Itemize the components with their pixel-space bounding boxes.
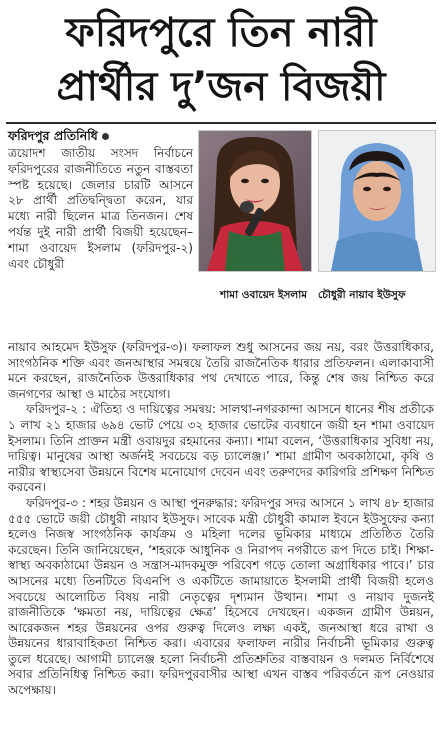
headline-line-1: ফরিদপুরে তিন নারী [65, 10, 377, 56]
body-paragraph: ফরিদপুর-২ : ঐতিহ্য ও দায়িত্বের সমন্বয়: সালথা-নগরকান্দা আসনে ধানের শীষ প্রতীকে ১ লাখ ২১ হাজার ৬৯৪ ভোট পেয়ে ৩২ হাজার ভোটের ব্যবধানে জয়ী হন শামা ওবায়েদ ইসলাম। তিনি প্রাক্তন মন্ত্রী ওবায়দুর রহমানের কন্যা। শামা বলেন, ‘উত্তরাধিকার সুবিধা নয়, দায়িত্ব। মানুষের আস্থা অর্জনই সবচেয়ে বড় চ্যালেঞ্জ।’ শামা গ্রামীণ অবকাঠামো, কৃষি ও নারীর স্বাস্থ্যসেবা উন্নয়নে বিশেষ মনোযোগ দেবেন এবং তরুণদের কারিগরি প্রশিক্ষণ নিশ্চিত করবেন। [8, 402, 434, 495]
article-body [8, 340, 434, 699]
headline-line-2: প্রার্থীর দু’জন বিজয়ী [56, 64, 386, 110]
body-paragraph: ফরিদপুর-৩ : শহর উন্নয়ন ও আস্থা পুনরুদ্ধার: ফরিদপুর সদর আসনে ১ লাখ ৪৮ হাজার ৫৫৫ ভোটে জয়ী চৌধুরী নায়াব ইউসুফ। সাবেক মন্ত্রী চৌধুরী কামাল ইবনে ইউসুফের কন্যা হলেও নিজস্ব সাংগঠনিক কার্যক্রম ও মহিলা দলের ভূমিকার মাধ্যমে প্রতিষ্ঠিত তৈরি করেছেন। তিনি জানিয়েছেন, ‘শহরকে আধুনিক ও নিরাপদ নগরীতে রূপ দিতে চাই। শিক্ষা-স্বাস্থ্য অবকাঠামো উন্নয়ন ও সন্ত্রাস-মাদকমুক্ত পরিবেশ গড়ে তোলা অগ্রাধিকার পাবে।’ চার আসনের মধ্যে তিনটিতে বিএনপি ও একটিতে জামায়াতে ইসলামী প্রার্থী বিজয়ী হলেও সবচেয়ে আলোচিত বিষয় নারী নেতৃত্বের দৃশ্যমান উত্থান। শামা ও নায়াব দুজনই রাজনীতিকে ‘ক্ষমতা নয়, দায়িত্বের ক্ষেত্র’ হিসেবে দেখছেন। একজন গ্রামীণ উন্নয়ন, আরেকজন শহর উন্নয়নের ওপর গুরুত্ব দিলেও লক্ষ্য একই, জনআস্থা ধরে রাখা ও উন্নয়নের ধারাবাহিকতা নিশ্চিত করা। এবারের ফলাফল নারীর নির্বাচনী ভূমিকার গুরুত্ব তুলে ধরেছে। আগামী চ্যালেঞ্জ হলো নির্বাচনী প্রতিশ্রুতির বাস্তবায়ন ও দলমত নির্বিশেষে সবার প্রতিনিধিত্ব নিশ্চিত করা। ফরিদপুরবাসীর আস্থা এখন বাস্তব পরিবর্তনে রূপ নেওয়ার অপেক্ষায়। [8, 495, 434, 698]
caption-right: চৌধুরী নায়াব ইউসুফ [318, 289, 406, 301]
bullet-icon [102, 133, 109, 140]
photo-shama-obayed [198, 130, 312, 272]
lead-column [8, 146, 193, 272]
byline [8, 128, 109, 148]
byline-text: ফরিদপুর প্রতিনিধি [8, 128, 98, 143]
headline [0, 0, 442, 120]
body-paragraph: নায়াব আহমেদ ইউসুফ (ফরিদপুর-৩)। ফলাফল শুধু আসনের জয় নয়, বরং উত্তরাধিকার, সাংগঠনিক শক্তি এবং জনআস্থার সমন্বয়ে তৈরি রাজনৈতিক ধারার প্রতিফলন। এলাকাবাসী মনে করছেন, রাজনৈতিক উত্তরাধিকার পথ দেখাতে পারে, কিন্তু শেষ জয় নিশ্চিত করে জনগণের আস্থা ও মাঠের সংযোগ। [8, 340, 434, 401]
lead-paragraph: ত্রয়োদশ জাতীয় সংসদ নির্বাচনে ফরিদপুরের রাজনীতিতে নতুন বাস্তবতা স্পষ্ট হয়েছে। জেলার চারটি আসনে ২৮ প্রার্থী প্রতিদ্বন্দ্বিতা করেন, যার মধ্যে নারী ছিলেন মাত্র তিনজন। শেষ পর্যন্ত দুই নারী প্রার্থী বিজয়ী হয়েছেন– শামা ওবায়েদ ইসলাম (ফরিদপুর-২) এবং চৌধুরী [8, 146, 193, 271]
photo-nayab-yusuf [318, 130, 436, 272]
headline-divider [6, 122, 436, 124]
caption-left: শামা ওবায়েদ ইসলাম [220, 289, 308, 301]
